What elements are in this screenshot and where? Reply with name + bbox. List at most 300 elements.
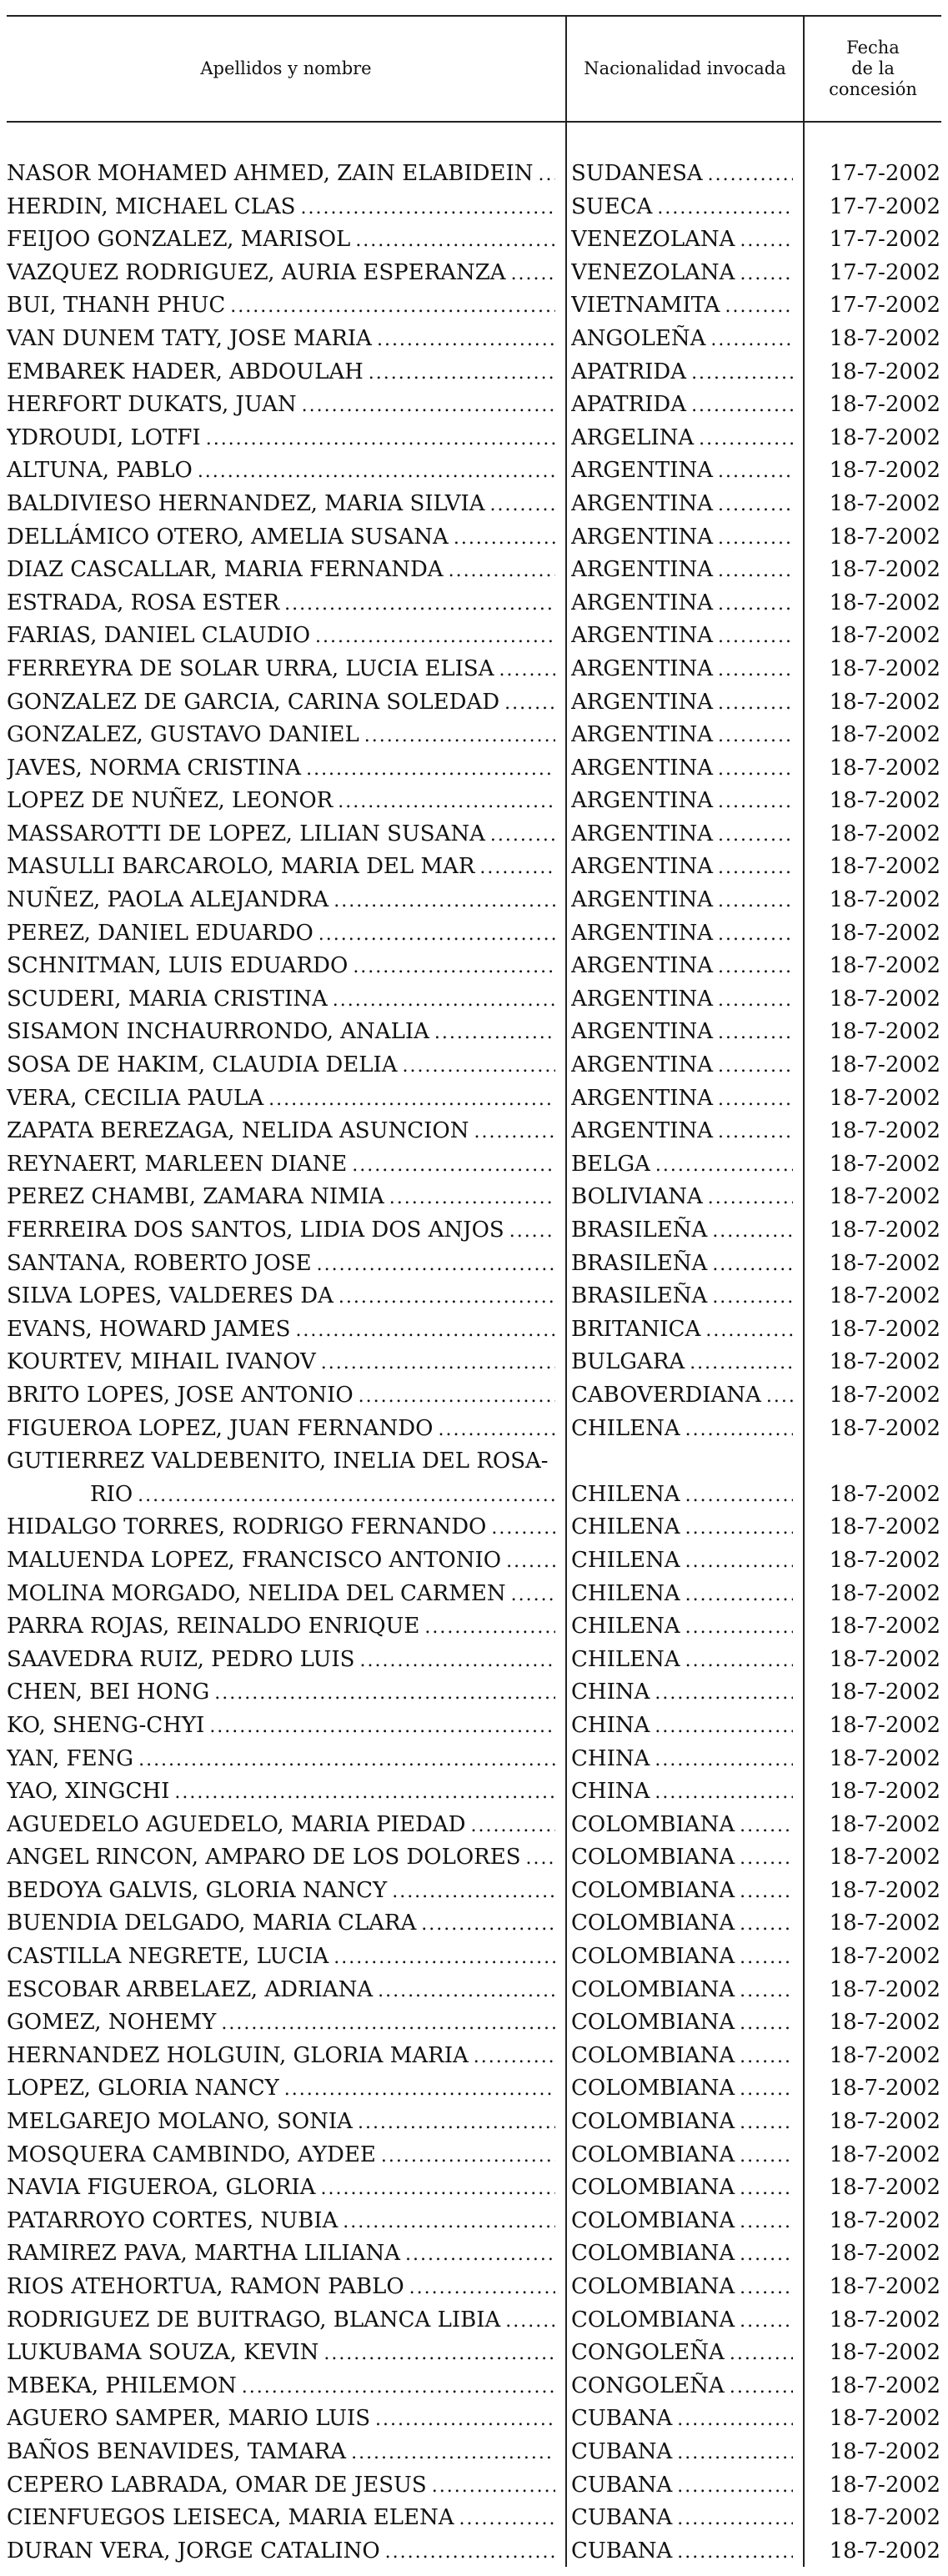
leader-dots xyxy=(740,2238,793,2272)
leader-dots xyxy=(359,1380,555,1414)
table-row xyxy=(7,1445,941,1511)
table-row xyxy=(7,686,941,720)
leader-dots xyxy=(690,1347,793,1380)
leader-dots xyxy=(490,819,555,852)
name-cell xyxy=(7,653,559,687)
nationality-cell xyxy=(571,1775,796,1810)
name-text: GUTIERREZ VALDEBENITO, INELIA DEL ROSA- xyxy=(7,1449,549,1474)
nationality-text: CUBANA xyxy=(571,2505,673,2531)
date-cell: 18-7-2002 xyxy=(829,1680,940,1705)
leader-dots xyxy=(740,2106,793,2140)
date-cell: 17-7-2002 xyxy=(829,259,940,285)
name-text: BUENDIA DELGADO, MARIA CLARA xyxy=(7,1911,417,1936)
nationality-text: COLOMBIANA xyxy=(571,1911,735,1936)
nationality-text: CHINA xyxy=(571,1712,650,1738)
date-cell: 18-7-2002 xyxy=(829,1580,940,1606)
leader-dots xyxy=(138,1479,555,1512)
table-row xyxy=(7,1115,941,1148)
leader-dots xyxy=(320,2172,555,2206)
leader-dots xyxy=(377,324,555,357)
name-text: GONZALEZ, GUSTAVO DANIEL xyxy=(7,722,359,748)
leader-dots xyxy=(766,1380,793,1414)
nationality-cell xyxy=(571,191,796,225)
leader-dots xyxy=(300,192,555,225)
leader-dots xyxy=(705,1314,793,1348)
name-cell xyxy=(7,2040,559,2074)
table-row xyxy=(7,950,941,983)
leader-dots xyxy=(306,753,555,786)
nationality-text: COLOMBIANA xyxy=(571,1944,735,1970)
name-text: DELLÁMICO OTERO, AMELIA SUSANA xyxy=(7,524,449,550)
name-cell xyxy=(7,1313,559,1348)
leader-dots xyxy=(351,2437,555,2470)
table-row xyxy=(7,2271,941,2304)
nationality-cell xyxy=(571,1214,796,1248)
date-cell: 18-7-2002 xyxy=(829,1911,940,1936)
leader-dots xyxy=(685,1645,793,1678)
name-text: NUÑEZ, PAOLA ALEJANDRA xyxy=(7,887,329,913)
name-text: VAZQUEZ RODRIGUEZ, AURIA ESPERANZA xyxy=(7,259,506,285)
name-text: YAO, XINGCHI xyxy=(7,1779,170,1805)
nationality-cell xyxy=(571,2139,796,2173)
name-text: JAVES, NORMA CRISTINA xyxy=(7,755,302,781)
date-cell: 18-7-2002 xyxy=(829,1184,940,1210)
leader-dots xyxy=(685,1611,793,1645)
table-row xyxy=(7,158,941,191)
nationality-cell xyxy=(571,1610,796,1645)
date-cell: 18-7-2002 xyxy=(829,920,940,946)
nationality-cell xyxy=(571,983,796,1017)
nationality-text: COLOMBIANA xyxy=(571,2142,735,2167)
name-cell xyxy=(7,2106,559,2140)
nationality-cell xyxy=(571,2106,796,2140)
nationality-text: VENEZOLANA xyxy=(571,227,735,253)
name-text: GOMEZ, NOHEMY xyxy=(7,2010,217,2036)
date-cell: 18-7-2002 xyxy=(829,1052,940,1078)
nationality-text: CUBANA xyxy=(571,2538,673,2563)
leader-dots xyxy=(740,2140,793,2173)
name-cell xyxy=(7,2502,559,2536)
name-cell xyxy=(7,2403,559,2437)
leader-dots xyxy=(403,1050,555,1083)
leader-dots xyxy=(389,1182,555,1215)
name-text: YAN, FENG xyxy=(7,1745,134,1771)
nationality-text: COLOMBIANA xyxy=(571,2076,735,2101)
name-text: VAN DUNEM TATY, JOSE MARIA xyxy=(7,325,372,351)
nationality-text: ARGENTINA xyxy=(571,524,713,550)
leader-dots xyxy=(381,2140,555,2173)
table-row xyxy=(7,554,941,587)
date-cell: 18-7-2002 xyxy=(829,821,940,846)
name-text: NASOR MOHAMED AHMED, ZAIN ELABIDEIN xyxy=(7,161,534,186)
name-text: MOSQUERA CAMBINDO, AYDEE xyxy=(7,2142,376,2167)
nationality-cell xyxy=(571,2535,796,2569)
date-cell: 17-7-2002 xyxy=(829,193,940,219)
nationality-cell xyxy=(571,2237,796,2272)
name-text: LOPEZ, GLORIA NANCY xyxy=(7,2076,279,2101)
leader-dots xyxy=(360,1645,556,1678)
nationality-text: COLOMBIANA xyxy=(571,2307,735,2332)
leader-dots xyxy=(421,1908,555,1941)
nationality-text: ARGELINA xyxy=(571,424,695,450)
date-cell: 18-7-2002 xyxy=(829,2472,940,2498)
nationality-text: VIETNAMITA xyxy=(571,293,720,319)
date-cell: 18-7-2002 xyxy=(829,2042,940,2068)
name-text: MBEKA, PHILEMON xyxy=(7,2373,237,2398)
date-cell: 18-7-2002 xyxy=(829,655,940,681)
leader-dots xyxy=(655,1677,793,1710)
nationality-text: APATRIDA xyxy=(571,359,687,384)
table-row xyxy=(7,983,941,1017)
table-row xyxy=(7,1676,941,1710)
leader-dots xyxy=(718,620,793,654)
nationality-cell xyxy=(571,950,796,984)
header-date-line2: de la xyxy=(851,58,895,78)
name-text: BEDOYA GALVIS, GLORIA NANCY xyxy=(7,1877,388,1903)
name-text: PATARROYO CORTES, NUBIA xyxy=(7,2207,339,2233)
nationality-cell xyxy=(571,1379,796,1414)
nationality-cell xyxy=(571,1082,796,1117)
leader-dots xyxy=(740,2206,793,2239)
nationality-text: CUBANA xyxy=(571,2406,673,2432)
nationality-cell xyxy=(571,587,796,621)
nationality-text: ARGENTINA xyxy=(571,1118,713,1144)
nationality-text: ARGENTINA xyxy=(571,722,713,748)
name-text: SCHNITMAN, LUIS EDUARDO xyxy=(7,953,349,979)
date-cell: 18-7-2002 xyxy=(829,2340,940,2366)
leader-dots xyxy=(369,357,555,390)
leader-dots xyxy=(214,1677,555,1710)
date-cell: 18-7-2002 xyxy=(829,1283,940,1309)
table-row xyxy=(7,1082,941,1116)
nationality-cell xyxy=(571,323,796,357)
nationality-cell xyxy=(571,1644,796,1678)
name-text: FERREIRA DOS SANTOS, LIDIA DOS ANJOS xyxy=(7,1218,504,1243)
date-cell: 18-7-2002 xyxy=(829,887,940,913)
name-cell xyxy=(7,1710,559,1744)
leader-dots xyxy=(284,588,555,621)
nationality-cell xyxy=(571,1016,796,1050)
nationality-text: VENEZOLANA xyxy=(571,259,735,285)
nationality-cell xyxy=(571,653,796,687)
table-row xyxy=(7,2006,941,2040)
nationality-cell xyxy=(571,1479,796,1513)
leader-dots xyxy=(284,2073,555,2106)
leader-dots xyxy=(712,1281,793,1314)
name-cell xyxy=(7,356,559,390)
name-text: RODRIGUEZ DE BUITRAGO, BLANCA LIBIA xyxy=(7,2307,501,2332)
date-cell: 18-7-2002 xyxy=(829,1019,940,1045)
name-cell xyxy=(7,521,559,555)
table-row xyxy=(7,1743,941,1776)
name-cell xyxy=(7,1644,559,1678)
nationality-cell xyxy=(571,785,796,819)
nationality-text: BRASILEÑA xyxy=(571,1250,708,1276)
name-cell xyxy=(7,554,559,588)
date-cell: 18-7-2002 xyxy=(829,1085,940,1111)
date-cell: 18-7-2002 xyxy=(829,1745,940,1771)
leader-dots xyxy=(718,588,793,621)
date-cell: 18-7-2002 xyxy=(829,2010,940,2036)
table-row xyxy=(7,2205,941,2238)
name-text: AGUEDELO AGUEDELO, MARIA PIEDAD xyxy=(7,1811,466,1837)
date-cell: 18-7-2002 xyxy=(829,1712,940,1738)
name-cell xyxy=(7,2139,559,2173)
leader-dots xyxy=(718,851,793,885)
name-text: RAMIREZ PAVA, MARTHA LILIANA xyxy=(7,2241,400,2267)
leader-dots xyxy=(242,2371,555,2404)
date-cell: 18-7-2002 xyxy=(829,2207,940,2233)
name-cell xyxy=(7,289,559,324)
name-cell xyxy=(7,752,559,786)
name-cell xyxy=(7,1413,559,1447)
name-cell xyxy=(7,1775,559,1810)
leader-dots xyxy=(685,1545,793,1579)
leader-dots xyxy=(392,1876,555,1909)
table-row xyxy=(7,1148,941,1182)
nationality-text: CHILENA xyxy=(571,1481,680,1507)
table-row xyxy=(7,1610,941,1644)
name-cell xyxy=(7,1907,559,1941)
name-cell xyxy=(7,2436,559,2470)
date-cell: 17-7-2002 xyxy=(829,293,940,319)
name-text: FARIAS, DANIEL CLAUDIO xyxy=(7,623,311,649)
nationality-text: CHINA xyxy=(571,1779,650,1805)
name-text: SANTANA, ROBERTO JOSE xyxy=(7,1250,312,1276)
nationality-text: CHILENA xyxy=(571,1514,680,1540)
table-row xyxy=(7,2337,941,2370)
leader-dots xyxy=(319,918,555,952)
table-row xyxy=(7,1775,941,1809)
date-cell: 18-7-2002 xyxy=(829,2307,940,2332)
name-cell xyxy=(7,1181,559,1215)
nationality-text: COLOMBIANA xyxy=(571,2207,735,2233)
table-row xyxy=(7,356,941,389)
nationality-text: ARGENTINA xyxy=(571,788,713,814)
name-cell xyxy=(7,2006,559,2041)
nationality-cell xyxy=(571,1841,796,1876)
name-text: ESCOBAR ARBELAEZ, ADRIANA xyxy=(7,1976,374,2002)
leader-dots xyxy=(538,158,555,192)
table-row xyxy=(7,2040,941,2073)
date-cell: 18-7-2002 xyxy=(829,2406,940,2432)
leader-dots xyxy=(358,2106,555,2140)
leader-dots xyxy=(506,1545,555,1579)
nationality-cell xyxy=(571,1511,796,1545)
name-cell xyxy=(7,686,559,721)
nationality-text: COLOMBIANA xyxy=(571,1877,735,1903)
table-row xyxy=(7,1413,941,1446)
table-row xyxy=(7,1644,941,1677)
leader-dots xyxy=(209,1710,555,1744)
nationality-text: COLOMBIANA xyxy=(571,1976,735,2002)
leader-dots xyxy=(491,1512,555,1545)
date-cell: 18-7-2002 xyxy=(829,1779,940,1805)
name-cell xyxy=(7,488,559,522)
nationality-text: ARGENTINA xyxy=(571,655,713,681)
name-cell xyxy=(7,1214,559,1248)
name-text: PARRA ROJAS, REINALDO ENRIQUE xyxy=(7,1614,420,1640)
nationality-text: APATRIDA xyxy=(571,392,687,418)
name-text: NAVIA FIGUEROA, GLORIA xyxy=(7,2175,316,2201)
table-row xyxy=(7,851,941,884)
nationality-text: ARGENTINA xyxy=(571,689,713,715)
date-cell: 18-7-2002 xyxy=(829,1877,940,1903)
name-text: FEIJOO GONZALEZ, MARISOL xyxy=(7,227,351,253)
table-row xyxy=(7,521,941,555)
nationality-cell xyxy=(571,1248,796,1282)
leader-dots xyxy=(459,2503,555,2536)
name-cell xyxy=(7,158,559,192)
date-cell: 18-7-2002 xyxy=(829,623,940,649)
table-row xyxy=(7,2403,941,2436)
nationality-cell xyxy=(571,1875,796,1909)
date-cell: 18-7-2002 xyxy=(829,1250,940,1276)
leader-dots xyxy=(353,951,555,984)
nationality-cell xyxy=(571,1676,796,1710)
leader-dots xyxy=(718,918,793,952)
leader-dots xyxy=(655,1710,793,1744)
nationality-text: SUDANESA xyxy=(571,161,703,186)
name-text: LUKUBAMA SOUZA, KEVIN xyxy=(7,2340,319,2366)
nationality-text: COLOMBIANA xyxy=(571,2175,735,2201)
leader-dots xyxy=(725,290,793,324)
name-cell xyxy=(7,1841,559,1876)
leader-dots xyxy=(295,1314,555,1348)
nationality-text: ARGENTINA xyxy=(571,920,713,946)
leader-dots xyxy=(685,1512,793,1545)
nationality-text: CHINA xyxy=(571,1680,650,1705)
nationality-cell xyxy=(571,2072,796,2106)
leader-dots xyxy=(718,654,793,687)
table-row xyxy=(7,653,941,686)
table-row xyxy=(7,917,941,951)
name-cell xyxy=(7,2072,559,2106)
table-row xyxy=(7,289,941,323)
nationality-cell xyxy=(571,158,796,192)
leader-dots xyxy=(655,1776,793,1810)
leader-dots xyxy=(385,2536,555,2569)
name-cell xyxy=(7,2205,559,2239)
leader-dots xyxy=(718,1116,793,1149)
nationality-text: BOLIVIANA xyxy=(571,1184,703,1210)
leader-dots xyxy=(657,192,793,225)
nationality-cell xyxy=(571,1346,796,1380)
name-cell xyxy=(7,1248,559,1282)
table-row xyxy=(7,1511,941,1544)
leader-dots xyxy=(505,2305,555,2338)
name-text: MASULLI BARCAROLO, MARIA DEL MAR xyxy=(7,854,475,880)
name-cell xyxy=(7,1280,559,1314)
date-cell: 18-7-2002 xyxy=(829,1811,940,1837)
nationality-cell xyxy=(571,884,796,918)
nationality-cell xyxy=(571,1941,796,1975)
table-row xyxy=(7,1313,941,1347)
nationality-text: ARGENTINA xyxy=(571,590,713,615)
name-cell xyxy=(7,719,559,753)
nationality-text: CUBANA xyxy=(571,2472,673,2498)
name-text: GONZALEZ DE GARCIA, CARINA SOLEDAD xyxy=(7,689,500,715)
leader-dots xyxy=(718,522,793,555)
nationality-text: CHILENA xyxy=(571,1614,680,1640)
name-cell xyxy=(7,223,559,258)
name-cell xyxy=(7,1544,559,1579)
name-cell xyxy=(7,2172,559,2206)
name-cell xyxy=(7,620,559,654)
date-cell: 18-7-2002 xyxy=(829,2438,940,2464)
leader-dots xyxy=(708,158,793,192)
name-text: SISAMON INCHAURRONDO, ANALIA xyxy=(7,1019,429,1045)
nationality-text: ARGENTINA xyxy=(571,953,713,979)
leader-dots xyxy=(449,555,555,588)
date-cell: 18-7-2002 xyxy=(829,1382,940,1408)
header-name: Apellidos y nombre xyxy=(200,58,372,78)
nationality-cell xyxy=(571,1049,796,1083)
name-cell xyxy=(7,1445,559,1511)
table-row xyxy=(7,2172,941,2205)
leader-dots xyxy=(479,851,555,885)
name-cell xyxy=(7,1941,559,1975)
table-row xyxy=(7,191,941,224)
date-cell: 17-7-2002 xyxy=(829,227,940,253)
nationality-cell xyxy=(571,620,796,654)
leader-dots xyxy=(474,2041,555,2074)
nationality-text: COLOMBIANA xyxy=(571,2274,735,2299)
nationality-cell xyxy=(571,422,796,456)
name-text: PEREZ CHAMBI, ZAMARA NIMIA xyxy=(7,1184,384,1210)
name-cell xyxy=(7,422,559,456)
date-cell: 18-7-2002 xyxy=(829,1316,940,1342)
leader-dots xyxy=(718,489,793,522)
leader-dots xyxy=(710,324,793,357)
nationality-cell xyxy=(571,1907,796,1941)
leader-dots xyxy=(718,753,793,786)
name-text: BAÑOS BENAVIDES, TAMARA xyxy=(7,2438,347,2464)
name-text: RIOS ATEHORTUA, RAMON PABLO xyxy=(7,2274,404,2299)
date-cell: 17-7-2002 xyxy=(829,161,940,186)
date-cell: 18-7-2002 xyxy=(829,590,940,615)
leader-dots xyxy=(740,2007,793,2041)
nationality-cell xyxy=(571,1710,796,1744)
date-cell: 18-7-2002 xyxy=(829,359,940,384)
name-text: ESTRADA, ROSA ESTER xyxy=(7,590,280,615)
date-cell: 18-7-2002 xyxy=(829,1646,940,1672)
nationality-cell xyxy=(571,818,796,852)
nationality-cell xyxy=(571,719,796,753)
name-text: MALUENDA LOPEZ, FRANCISCO ANTONIO xyxy=(7,1547,502,1573)
leader-dots xyxy=(509,1215,555,1248)
table-row xyxy=(7,752,941,786)
nationality-text: ARGENTINA xyxy=(571,821,713,846)
name-cell xyxy=(7,1974,559,2008)
date-cell: 18-7-2002 xyxy=(829,524,940,550)
leader-dots xyxy=(375,2403,555,2437)
leader-dots xyxy=(677,2503,793,2536)
nationality-text: CHILENA xyxy=(571,1580,680,1606)
header-date-line3: concesión xyxy=(829,79,917,99)
name-cell xyxy=(7,2535,559,2569)
name-text: PEREZ, DANIEL EDUARDO xyxy=(7,920,313,946)
date-cell: 18-7-2002 xyxy=(829,2241,940,2267)
leader-dots xyxy=(712,1248,793,1282)
table-row xyxy=(7,1544,941,1578)
leader-dots xyxy=(740,1941,793,1975)
date-cell: 18-7-2002 xyxy=(829,458,940,484)
name-text: HIDALGO TORRES, RODRIGO FERNANDO xyxy=(7,1514,487,1540)
date-cell: 18-7-2002 xyxy=(829,557,940,583)
table-row xyxy=(7,223,941,257)
leader-dots xyxy=(718,687,793,721)
